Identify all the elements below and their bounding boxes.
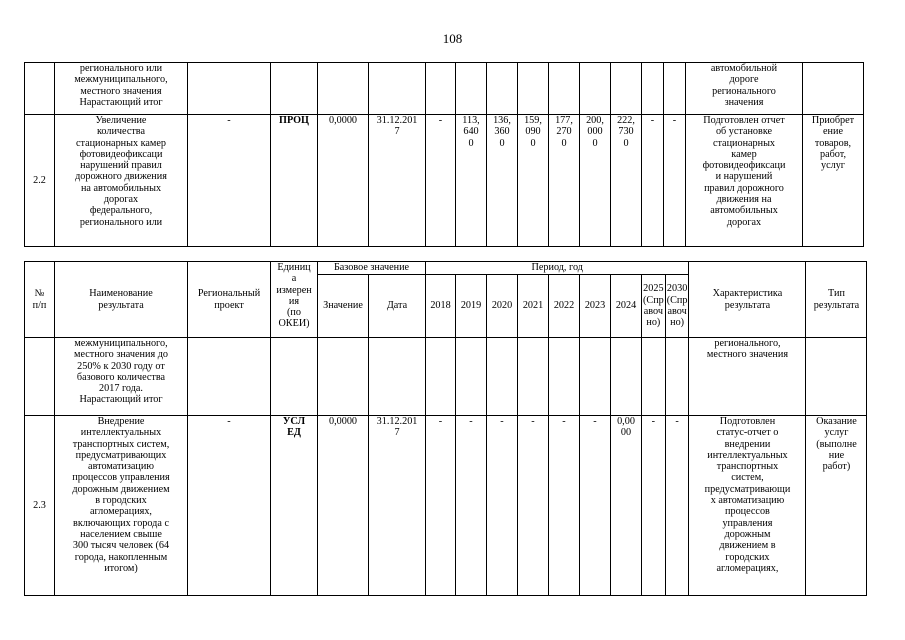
header-unit <box>271 262 318 338</box>
cell-line: № <box>34 288 45 300</box>
cell-line: авоч <box>667 306 687 317</box>
cell-line: х автоматизацию <box>710 495 785 507</box>
result-name-cell <box>55 338 188 416</box>
table-row-continuation <box>25 338 867 416</box>
header-year-2023: 2023 <box>580 275 611 338</box>
cell-line: регионального <box>712 85 776 97</box>
cell-line: 31.12.201 <box>376 115 418 126</box>
result-type-cell <box>803 115 864 247</box>
row-number: 2.3 <box>25 416 55 596</box>
table-row-2-3 <box>25 416 867 596</box>
cell-line: агломерациях, <box>90 506 152 518</box>
year-2025-cell: - <box>642 416 666 596</box>
cell-line: города, накопленным <box>74 551 168 563</box>
cell-line: на автомобильных <box>80 182 162 194</box>
cell-line: товаров, <box>814 137 852 149</box>
cell-line: итогом) <box>104 562 138 574</box>
cell-line: Подготовлен отчет <box>703 115 785 126</box>
cell-line: об установке <box>715 126 773 138</box>
characteristic-cell <box>686 63 803 115</box>
cell-line: (выполне <box>816 438 857 450</box>
cell-line: 2025 <box>643 283 664 295</box>
year-2018-cell: - <box>426 416 456 596</box>
year-2020-cell: - <box>487 416 518 596</box>
cell-line: предусматривающих <box>75 449 167 461</box>
header-base-value-group: Базовое значение <box>318 262 426 275</box>
results-table-top <box>24 62 864 247</box>
cell-line: и нарушений <box>715 171 773 183</box>
cell-line: Наименование <box>89 288 153 300</box>
cell-line: Тип <box>828 288 845 300</box>
cell-line: работ) <box>822 461 851 473</box>
cell-line: автоматизацию <box>88 461 154 473</box>
cell-line: межмуниципального, <box>74 338 168 349</box>
year-2019-cell <box>456 115 487 247</box>
header-year-2030 <box>665 275 689 338</box>
result-name-cell <box>55 115 188 247</box>
cell-line: межмуниципального, <box>74 74 168 86</box>
cell-line: предусматривающи <box>704 483 791 495</box>
cell-line: автомобильной <box>710 63 778 74</box>
cell-line: систем, <box>731 472 764 484</box>
cell-line: 7 <box>394 427 400 439</box>
header-base-date: Дата <box>369 275 426 338</box>
cell-line: Увеличение <box>95 115 147 126</box>
header-characteristic <box>689 262 806 338</box>
cell-line: 000 <box>587 126 603 138</box>
cell-line: 31.12.201 <box>376 416 418 427</box>
cell-line: интеллектуальных <box>80 427 162 439</box>
result-name-cell <box>55 63 188 115</box>
cell-line: 113, <box>462 115 480 126</box>
cell-line: проект <box>214 299 244 311</box>
cell-line: транспортных <box>716 461 779 473</box>
cell-line: 300 тысяч человек (64 <box>72 540 170 552</box>
cell-line: Подготовлен <box>719 416 776 427</box>
characteristic-cell <box>686 115 803 247</box>
cell-line: федерального, <box>89 205 153 217</box>
cell-line: Характеристика <box>712 288 783 300</box>
page-number: 108 <box>442 31 463 46</box>
cell-line: 0 <box>499 137 505 149</box>
cell-line: населением свыше <box>80 528 162 540</box>
cell-line: 2017 года. <box>99 383 143 395</box>
cell-line: регионального, <box>714 338 781 349</box>
cell-line: результата <box>98 299 144 311</box>
results-table-bottom <box>24 261 867 596</box>
header-result-type <box>806 262 867 338</box>
cell-line: камер <box>731 148 757 160</box>
cell-line: регионального или <box>79 216 163 228</box>
cell-line: 250% к 2030 году от <box>77 360 165 372</box>
header-year-2022: 2022 <box>549 275 580 338</box>
year-2030-cell: - <box>665 416 689 596</box>
year-2021-cell: - <box>518 416 549 596</box>
cell-line: дорожным <box>724 528 771 540</box>
result-type-cell <box>806 416 867 596</box>
cell-line: (по <box>287 307 301 319</box>
cell-line: 136, <box>493 115 511 126</box>
cell-line: УСЛ <box>282 416 306 427</box>
cell-line: процессов <box>725 506 770 518</box>
cell-line: 0 <box>623 137 629 149</box>
cell-line: 0,00 <box>617 416 635 427</box>
year-2018-cell: - <box>426 115 456 247</box>
cell-line: 200, <box>586 115 604 126</box>
cell-line: местного значения <box>80 85 162 97</box>
header-year-2025 <box>642 275 666 338</box>
cell-line: 00 <box>620 427 632 439</box>
cell-line: дорогах <box>103 194 139 206</box>
header-year-2021: 2021 <box>518 275 549 338</box>
cell-line: внедрении <box>724 438 771 450</box>
cell-line: 0 <box>592 137 598 149</box>
characteristic-cell <box>689 416 806 596</box>
cell-line: движением в <box>719 540 776 552</box>
cell-line: но) <box>670 317 685 329</box>
cell-line: фотовидеофиксаци <box>79 148 163 160</box>
year-2022-cell <box>549 115 580 247</box>
header-base-value: Значение <box>318 275 369 338</box>
cell-line: интеллектуальных <box>707 449 788 461</box>
result-name-cell <box>55 416 188 596</box>
cell-line: услуг <box>824 427 849 439</box>
header-number <box>25 262 55 338</box>
base-date-cell <box>369 115 426 247</box>
characteristic-cell <box>689 338 806 416</box>
cell-line: 2030 <box>666 283 688 295</box>
year-2024-cell <box>611 416 642 596</box>
cell-line: авоч <box>643 306 663 317</box>
cell-line: Нарастающий итог <box>79 96 163 108</box>
year-2025-cell: - <box>642 115 664 247</box>
cell-line: Внедрение <box>97 416 145 427</box>
cell-line: регионального или <box>79 63 163 74</box>
cell-line: в городских <box>95 495 147 507</box>
cell-line: 090 <box>525 126 541 138</box>
base-value-cell: 0,0000 <box>318 115 369 247</box>
year-2021-cell <box>518 115 549 247</box>
cell-line: дороге <box>729 74 759 86</box>
cell-line: стационарных <box>712 137 776 149</box>
cell-line: правил дорожного <box>704 182 784 194</box>
header-year-2020: 2020 <box>487 275 518 338</box>
cell-line: движения на <box>716 194 772 206</box>
cell-line: процессов управления <box>72 472 170 484</box>
cell-line: ние <box>828 449 845 461</box>
header-year-2018: 2018 <box>426 275 456 338</box>
cell-line: фотовидеофиксаци <box>702 160 786 172</box>
cell-line: включающих города с <box>73 517 169 529</box>
year-2024-cell <box>611 115 642 247</box>
year-2019-cell: - <box>456 416 487 596</box>
cell-line: но) <box>646 317 661 329</box>
year-2023-cell: - <box>580 416 611 596</box>
cell-line: ОКЕИ) <box>278 318 310 330</box>
cell-line: 0 <box>561 137 567 149</box>
cell-line: дорожным движением <box>72 483 170 495</box>
table-row-continuation <box>25 63 864 115</box>
cell-line: количества <box>97 126 145 138</box>
cell-line: (Спр <box>643 294 664 306</box>
cell-line: п/п <box>32 299 47 311</box>
cell-line: местного значения до <box>74 349 168 361</box>
cell-line: 222, <box>617 115 635 126</box>
cell-line: Приобрет <box>811 115 855 126</box>
cell-line: результата <box>724 299 771 311</box>
cell-line: 270 <box>556 126 572 138</box>
cell-line: 0 <box>468 137 474 149</box>
cell-line: стационарных камер <box>75 137 166 149</box>
cell-line: Единиц <box>277 262 311 273</box>
cell-line: ЕД <box>287 427 301 439</box>
cell-line: 360 <box>494 126 510 138</box>
cell-line: агломерациях, <box>716 562 779 574</box>
cell-line: Оказание <box>816 416 857 427</box>
unit-cell <box>271 416 318 596</box>
cell-line: статус-отчет о <box>716 427 779 439</box>
cell-line: 159, <box>524 115 542 126</box>
cell-line: а <box>291 273 297 285</box>
cell-line: нарушений правил <box>80 160 162 172</box>
year-2023-cell <box>580 115 611 247</box>
project-cell: - <box>188 416 271 596</box>
cell-line: услуг <box>821 160 845 172</box>
cell-line: управления <box>722 517 773 529</box>
cell-line: дорогах <box>726 216 762 228</box>
base-value-cell: 0,0000 <box>318 416 369 596</box>
cell-line: результата <box>813 299 860 311</box>
cell-line: автомобильных <box>710 205 778 217</box>
header-regional-project <box>188 262 271 338</box>
cell-line: Региональный <box>197 288 261 300</box>
cell-line: базового количества <box>76 371 166 383</box>
cell-line: (Спр <box>666 294 688 306</box>
cell-line: работ, <box>820 148 846 160</box>
header-period-group: Период, год <box>426 262 689 275</box>
table-row-2-2 <box>25 115 864 247</box>
base-date-cell <box>369 416 426 596</box>
header-result-name <box>55 262 188 338</box>
cell-line: ение <box>823 126 843 138</box>
cell-line: транспортных систем, <box>72 438 170 450</box>
header-year-2019: 2019 <box>456 275 487 338</box>
cell-line: дорожного движения <box>75 171 167 183</box>
unit-cell: ПРОЦ <box>271 115 318 247</box>
cell-line: местного значения <box>706 349 789 361</box>
cell-line: городских <box>725 551 770 563</box>
cell-line: 177, <box>555 115 573 126</box>
header-year-2024: 2024 <box>611 275 642 338</box>
cell-line: Нарастающий итог <box>79 394 163 406</box>
cell-line: 7 <box>394 126 400 138</box>
year-2020-cell <box>487 115 518 247</box>
cell-line: 730 <box>618 126 634 138</box>
project-cell: - <box>188 115 271 247</box>
year-2022-cell: - <box>549 416 580 596</box>
cell-line: измерен <box>276 284 312 296</box>
cell-line: 640 <box>463 126 479 138</box>
cell-line: ия <box>288 295 300 307</box>
cell-line: значения <box>724 96 764 108</box>
table-header-row-1 <box>25 262 867 275</box>
cell-line: 0 <box>530 137 536 149</box>
row-number: 2.2 <box>25 115 55 247</box>
year-2030-cell: - <box>664 115 686 247</box>
